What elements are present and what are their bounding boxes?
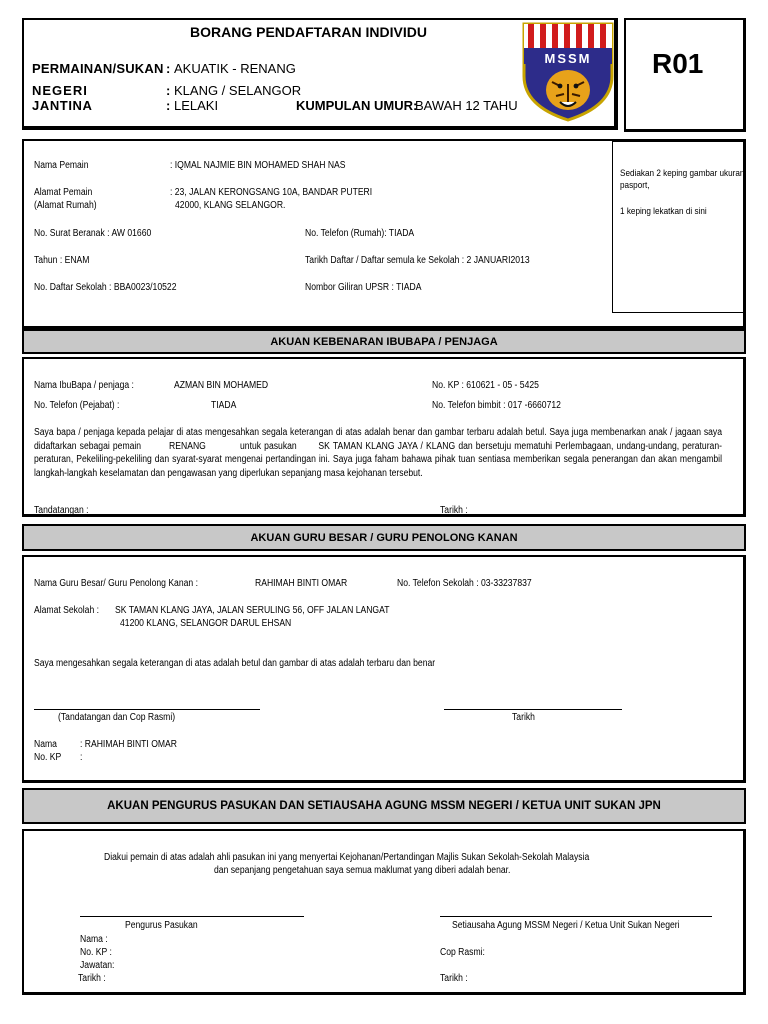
guru-tel-sekolah: No. Telefon Sekolah : 03-33237837 (397, 578, 532, 589)
pengurus-section-title-bar (22, 788, 746, 824)
form-title: BORANG PENDAFTARAN INDIVIDU (190, 24, 427, 40)
permainan-colon: : (166, 61, 171, 76)
telefon-rumah: No. Telefon (Rumah): TIADA (305, 228, 415, 239)
tarikh-daftar: Tarikh Daftar / Daftar semula ke Sekolah : 2 JANUARI2013 (305, 255, 530, 266)
ibubapa-declaration (34, 426, 722, 480)
giliran-upsr: Nombor Giliran UPSR : TIADA (305, 282, 422, 293)
negeri-label: NEGERI (32, 83, 88, 98)
pengurus-section-title: AKUAN PENGURUS PASUKAN DAN SETIAUSAHA AGUNG MSSM NEGERI / KETUA UNIT SUKAN JPN (107, 800, 661, 812)
ibubapa-tandatangan: Tandatangan : (34, 505, 89, 516)
ibubapa-tel-bimbit: No. Telefon bimbit : 017 -6660712 (432, 400, 561, 411)
ibubapa-nama-label: Nama IbuBapa / penjaga : (34, 380, 134, 391)
pengurus-tarikh-right: Tarikh : (440, 973, 468, 984)
jantina-colon: : (166, 98, 171, 113)
permainan-label: PERMAINAN/SUKAN (32, 61, 164, 76)
guru-sign-line (34, 709, 260, 710)
pengurus-jawatan: Jawatan: (80, 960, 115, 971)
pengurus-tarikh-left: Tarikh : (78, 973, 106, 984)
pengurus-left-sign: Pengurus Pasukan (125, 920, 198, 931)
alamat-pemain-line-1: : 23, JALAN KERONGSANG 10A, BANDAR PUTERI (170, 187, 373, 198)
ibubapa-kp: No. KP : 610621 - 05 - 5425 (432, 380, 539, 391)
pengurus-declaration-line-1: Diakui pemain di atas adalah ahli pasukan ini yang menyertai Kejohanan/Pertandingan Majlis Sukan Sekolah-Sekolah Malaysia (104, 852, 590, 863)
pengurus-box (22, 829, 746, 995)
form-code: R01 (652, 48, 704, 79)
guru-sign-label: (Tandatangan dan Cop Rasmi) (58, 712, 176, 723)
guru-kp-field-value: : (80, 752, 83, 763)
ibubapa-tarikh: Tarikh : (440, 505, 468, 516)
ibubapa-declaration-team: SK TAMAN KLANG JAYA / KLANG (318, 440, 456, 452)
ibubapa-box (22, 357, 746, 517)
permainan-value: AKUATIK - RENANG (174, 61, 296, 76)
logo-text: MSSM (544, 51, 592, 66)
ibubapa-declaration-sport: RENANG (169, 440, 206, 452)
pengurus-declaration-line-2: dan sepanjang pengetahuan saya semua maklumat yang diberi adalah benar. (214, 865, 511, 876)
surat-beranak: No. Surat Beranak : AW 01660 (34, 228, 152, 239)
guru-box (22, 555, 746, 783)
ibubapa-declaration-a: Saya bapa / penjaga kepada pelajar di atas mengesahkan segala keterangan di atas adalah benar dan gambar terbaru adalah betul. Saya juga membenarkan anak / jagaan saya didaftarkan sebagai pemain (34, 427, 722, 452)
ibubapa-section-title: AKUAN KEBENARAN IBUBAPA / PENJAGA (270, 335, 498, 348)
ibubapa-section-title-bar (22, 329, 746, 354)
pengurus-nama: Nama : (80, 934, 108, 945)
photo-note-2: 1 keping lekatkan di sini (620, 206, 707, 217)
guru-alamat-line-1: SK TAMAN KLANG JAYA, JALAN SERULING 56, OFF JALAN LANGAT (115, 605, 390, 616)
ibubapa-declaration-c: dan bersetuju mematuhi Perlembagaan, undang-undang, peraturan-peraturan, Pekeliling-pekeliling dan syarat-syarat mengenai pertandingan ini. Saya juga faham bahawa pihak tuan sentiasa memberikan segala penerangan dan akan mengambil langkah-langkah keselamatan dan pengawasan yang diperlukan sepanjang masa kejohanan tersebut. (34, 440, 722, 479)
ibubapa-declaration-b: untuk pasukan (240, 440, 297, 452)
guru-tarikh-line (444, 709, 622, 710)
photo-box (612, 141, 744, 313)
negeri-colon: : (166, 83, 171, 98)
kumpulan-value: BAWAH 12 TAHU (415, 98, 518, 113)
kumpulan-label: KUMPULAN UMUR: (296, 98, 418, 113)
guru-tarikh-label: Tarikh (512, 712, 535, 723)
alamat-pemain-label-2: (Alamat Rumah) (34, 200, 97, 211)
guru-nama-label: Nama Guru Besar/ Guru Penolong Kanan : (34, 578, 198, 589)
pengurus-cop-rasmi: Cop Rasmi: (440, 947, 485, 958)
jantina-value: LELAKI (174, 98, 219, 113)
alamat-pemain-line-2: 42000, KLANG SELANGOR. (175, 200, 286, 211)
guru-alamat-line-2: 41200 KLANG, SELANGOR DARUL EHSAN (120, 618, 292, 629)
ibubapa-tel-pejabat-value: TIADA (211, 400, 237, 411)
guru-nama-field-label: Nama (34, 739, 57, 750)
mssm-logo (520, 20, 616, 124)
guru-kp-field-label: No. KP (34, 752, 62, 763)
nama-pemain-label: Nama Pemain (34, 160, 89, 171)
pengurus-right-sign-line (440, 916, 712, 917)
pengurus-kp: No. KP : (80, 947, 112, 958)
alamat-pemain-label: Alamat Pemain (34, 187, 93, 198)
guru-section-title: AKUAN GURU BESAR / GURU PENOLONG KANAN (250, 531, 518, 544)
photo-note-1: Sediakan 2 keping gambar ukuran pasport, (620, 168, 745, 191)
jantina-label: JANTINA (32, 98, 93, 113)
ibubapa-nama-value: AZMAN BIN MOHAMED (174, 380, 269, 391)
guru-nama-value: RAHIMAH BINTI OMAR (255, 578, 348, 589)
tahun: Tahun : ENAM (34, 255, 90, 266)
guru-declaration: Saya mengesahkan segala keterangan di atas adalah betul dan gambar di atas adalah terbaru dan benar (34, 658, 436, 669)
nama-pemain-value: : IQMAL NAJMIE BIN MOHAMED SHAH NAS (170, 160, 346, 171)
no-daftar-sekolah: No. Daftar Sekolah : BBA0023/10522 (34, 282, 177, 293)
pengurus-right-sign: Setiausaha Agung MSSM Negeri / Ketua Unit Sukan Negeri (452, 920, 680, 931)
guru-alamat-label: Alamat Sekolah : (34, 605, 100, 616)
guru-section-title-bar (22, 524, 746, 551)
ibubapa-tel-pejabat-label: No. Telefon (Pejabat) : (34, 400, 120, 411)
pengurus-left-sign-line (80, 916, 304, 917)
negeri-value: KLANG / SELANGOR (174, 83, 302, 98)
guru-nama-field-value: : RAHIMAH BINTI OMAR (80, 739, 178, 750)
